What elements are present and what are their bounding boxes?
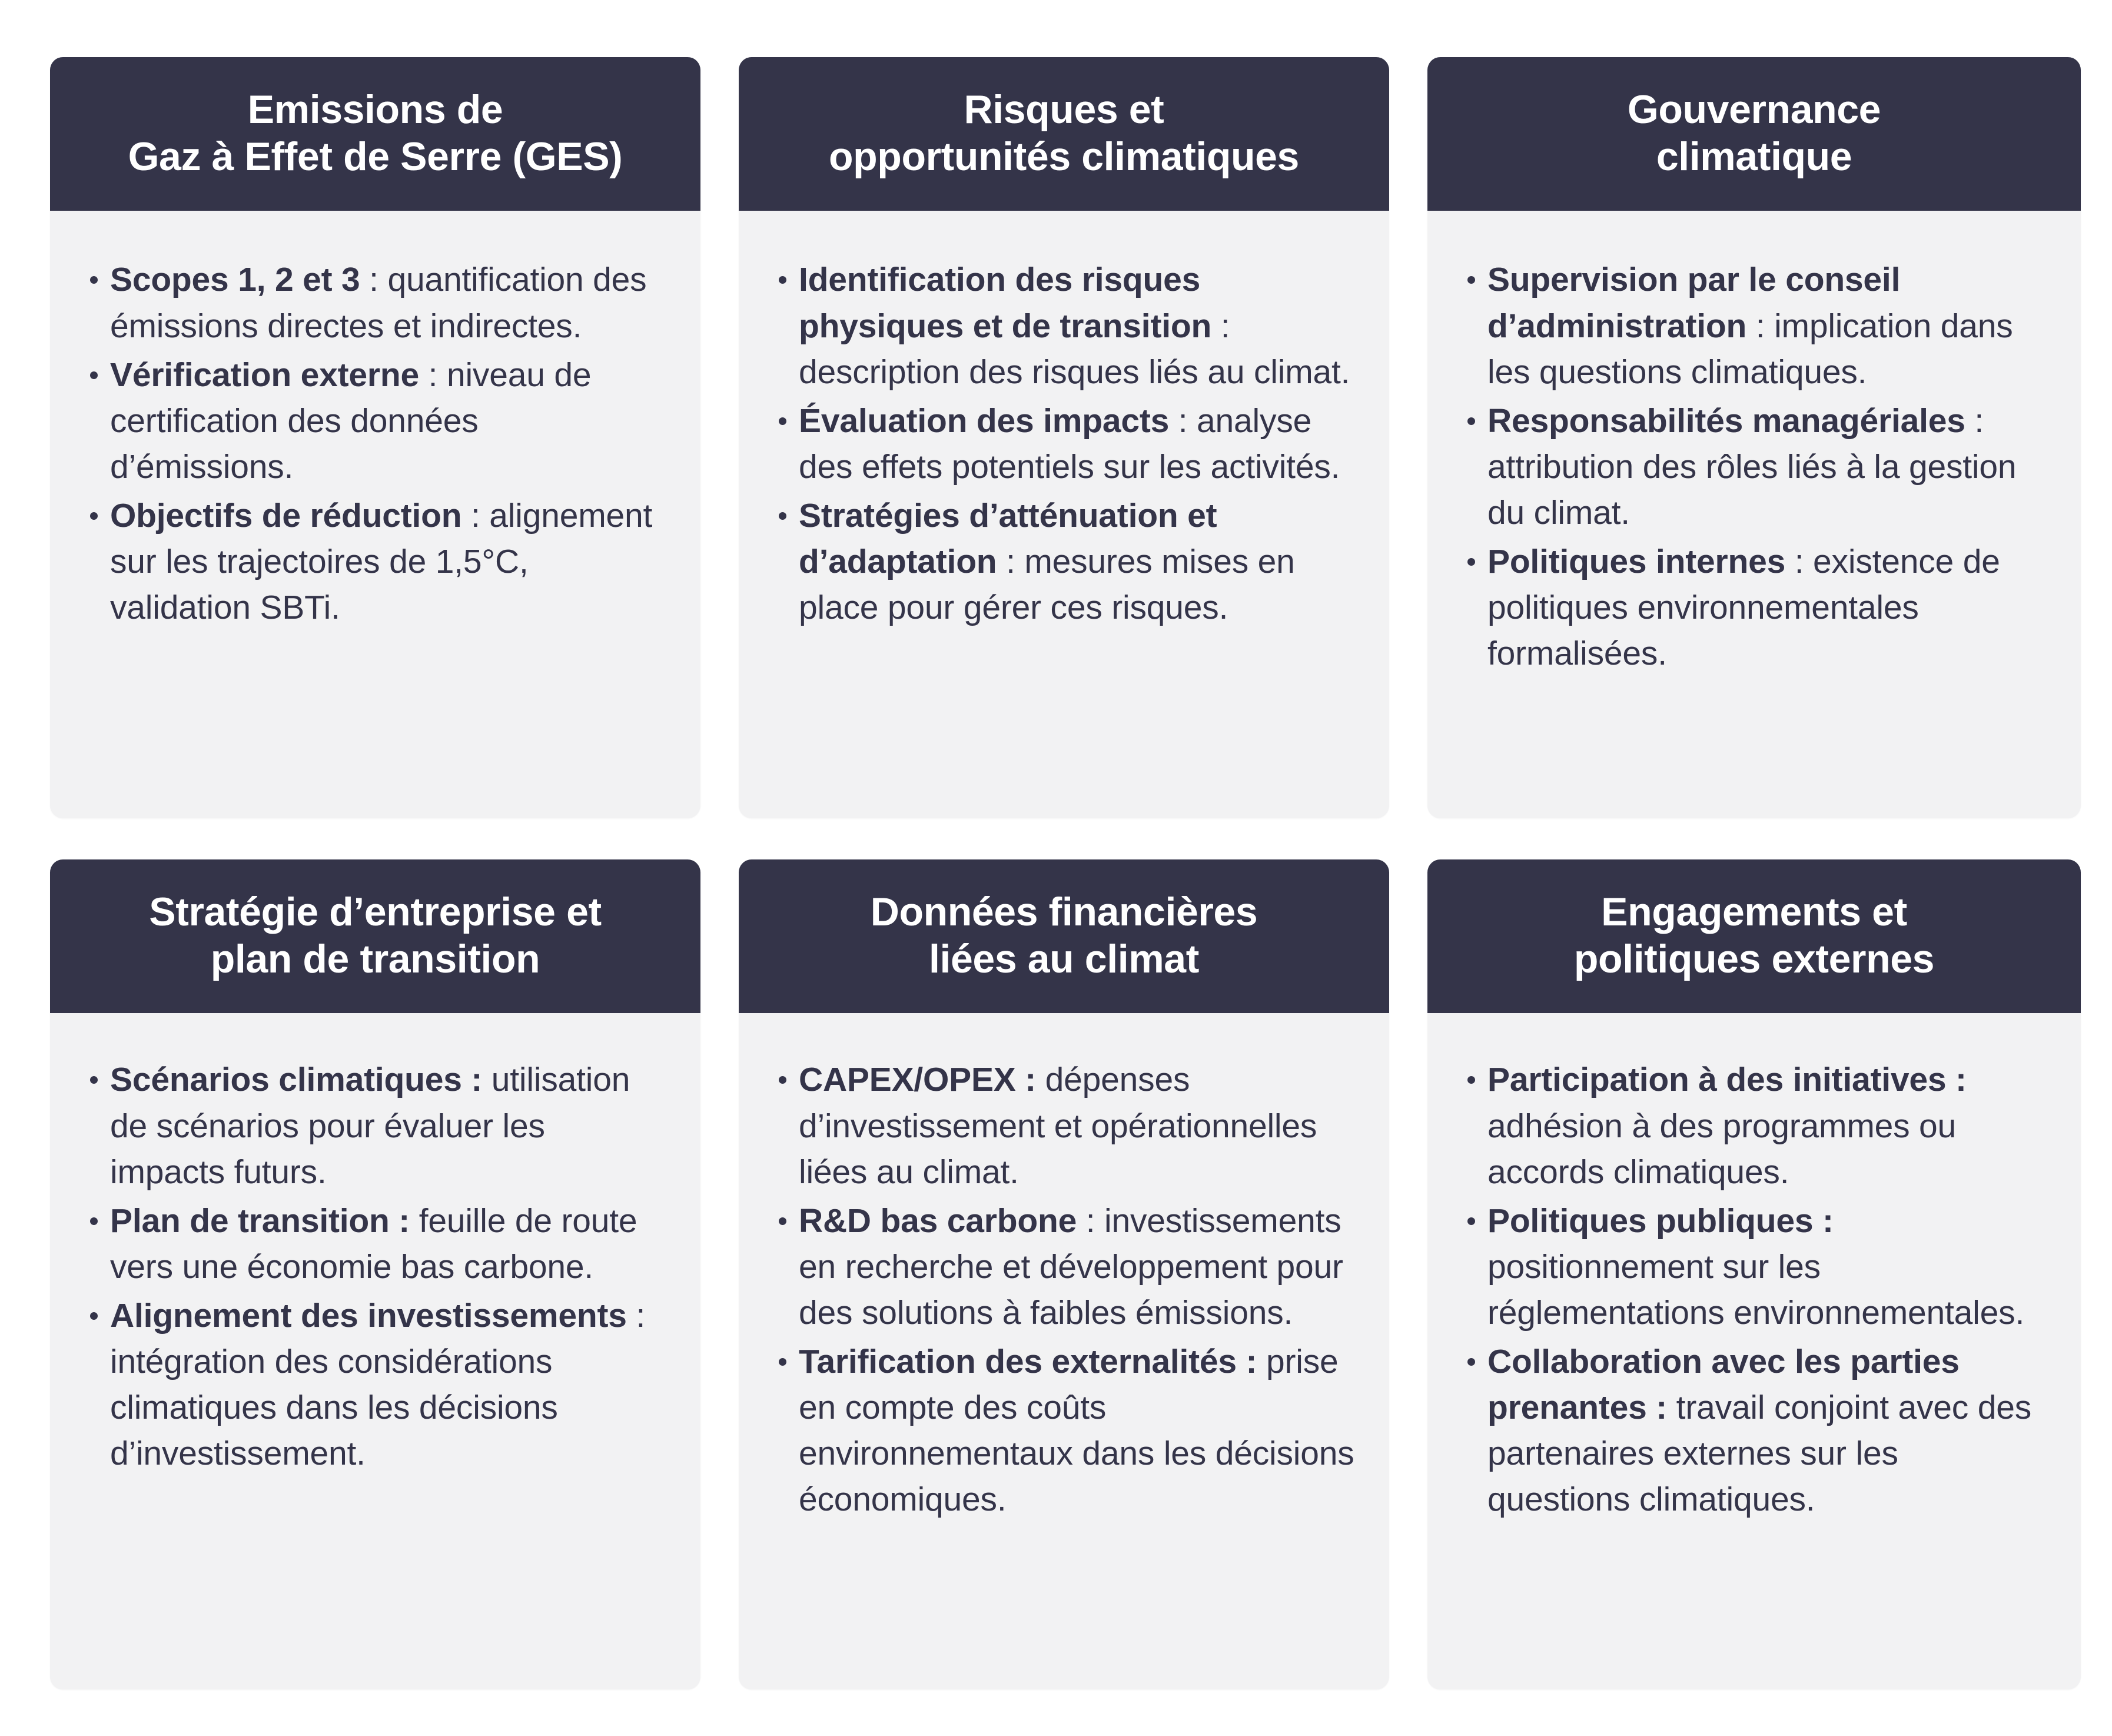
card-donnees-financieres bbox=[739, 859, 1389, 1689]
card-body-donnees-financieres bbox=[739, 1013, 1389, 1689]
bullet-description: travail conjoint avec des partenaires externes sur les questions climatiques. bbox=[1487, 1389, 2032, 1519]
bullet-label: Scopes 1, 2 et 3 bbox=[110, 261, 360, 299]
bullet-label: Politiques internes bbox=[1487, 542, 1786, 580]
bullet-description: : niveau de certification des données d’émissions. bbox=[110, 356, 592, 486]
card-body-strategie-entreprise bbox=[50, 1013, 700, 1689]
card-title bbox=[871, 888, 1258, 982]
card-title bbox=[128, 86, 623, 180]
card-title-line-2: opportunités climatiques bbox=[829, 134, 1299, 180]
list-item bbox=[1460, 398, 2048, 536]
bullet-description: : analyse des effets potentiels sur les activités. bbox=[799, 401, 1340, 486]
bullet-label: Supervision par le conseil d’administration bbox=[1487, 261, 1901, 345]
card-title-line-1: Gouvernance bbox=[1627, 87, 1881, 132]
card-strategie-entreprise bbox=[50, 859, 700, 1689]
bullet-label: Plan de transition : bbox=[110, 1201, 410, 1240]
list-item bbox=[772, 1339, 1356, 1522]
card-title bbox=[149, 888, 601, 982]
bullet-description: utilisation de scénarios pour évaluer les impacts futurs. bbox=[110, 1061, 630, 1191]
bullet-list bbox=[772, 1057, 1356, 1522]
card-header-emissions-ges bbox=[50, 57, 700, 211]
card-title bbox=[829, 86, 1299, 180]
card-body-emissions-ges bbox=[50, 211, 700, 818]
card-title bbox=[1574, 888, 1934, 982]
card-title-line-1: Stratégie d’entreprise et bbox=[149, 889, 602, 934]
bullet-label: Collaboration avec les parties prenantes : bbox=[1487, 1342, 1960, 1427]
bullet-description: : intégration des considérations climatiques dans les décisions d’investissement. bbox=[110, 1296, 646, 1473]
bullet-label: Vérification externe bbox=[110, 356, 420, 394]
bullet-description: : mesures mises en place pour gérer ces risques. bbox=[799, 542, 1295, 627]
list-item bbox=[83, 1198, 668, 1290]
bullet-description: : investissements en recherche et développement pour des solutions à faibles émissions. bbox=[799, 1201, 1343, 1332]
card-title-line-1: Emissions de bbox=[247, 87, 503, 132]
bullet-list bbox=[1460, 1057, 2048, 1522]
card-title-line-2: politiques externes bbox=[1573, 937, 1935, 982]
bullet-list bbox=[83, 1057, 668, 1476]
list-item bbox=[83, 352, 668, 490]
card-risques-opportunites bbox=[739, 57, 1389, 818]
card-header-strategie-entreprise bbox=[50, 859, 700, 1013]
card-body-risques-opportunites bbox=[739, 211, 1389, 818]
card-title-line-2: climatique bbox=[1656, 134, 1852, 180]
bullet-description: feuille de route vers une économie bas carbone. bbox=[110, 1201, 637, 1286]
bullet-label: CAPEX/OPEX : bbox=[799, 1061, 1037, 1099]
bullet-label: R&D bas carbone bbox=[799, 1201, 1077, 1240]
list-item bbox=[1460, 539, 2048, 676]
bullet-description: : description des risques liés au climat. bbox=[799, 307, 1350, 391]
bullet-label: Scénarios climatiques : bbox=[110, 1061, 483, 1099]
bullet-label: Tarification des externalités : bbox=[799, 1342, 1257, 1380]
bullet-list bbox=[772, 257, 1356, 630]
list-item bbox=[83, 1057, 668, 1194]
list-item bbox=[772, 257, 1356, 394]
card-title bbox=[1628, 86, 1881, 180]
bullet-description: : implication dans les questions climatiques. bbox=[1487, 307, 2013, 391]
card-title-line-2: plan de transition bbox=[210, 937, 540, 982]
bullet-label: Évaluation des impacts bbox=[799, 401, 1170, 440]
card-title-line-1: Données financières bbox=[870, 889, 1258, 934]
list-item bbox=[1460, 257, 2048, 394]
bullet-list bbox=[1460, 257, 2048, 676]
list-item bbox=[83, 1293, 668, 1476]
bullet-description: : alignement sur les trajectoires de 1,5°C, validation SBTi. bbox=[110, 496, 653, 627]
list-item bbox=[772, 398, 1356, 490]
list-item bbox=[772, 1057, 1356, 1194]
bullet-label: Politiques publiques : bbox=[1487, 1201, 1834, 1240]
list-item bbox=[1460, 1057, 2048, 1194]
bullet-description: : existence de politiques environnementales formalisées. bbox=[1487, 542, 2000, 673]
list-item bbox=[1460, 1339, 2048, 1522]
bullet-description: adhésion à des programmes ou accords climatiques. bbox=[1487, 1107, 1957, 1191]
card-body-gouvernance-climatique bbox=[1427, 211, 2081, 818]
card-title-line-1: Risques et bbox=[964, 87, 1164, 132]
bullet-description: positionnement sur les réglementations environnementales. bbox=[1487, 1247, 2025, 1332]
bullet-label: Alignement des investissements bbox=[110, 1296, 627, 1335]
bullet-label: Participation à des initiatives : bbox=[1487, 1061, 1967, 1099]
list-item bbox=[772, 1198, 1356, 1336]
card-header-donnees-financieres bbox=[739, 859, 1389, 1013]
bullet-list bbox=[83, 257, 668, 630]
card-header-risques-opportunites bbox=[739, 57, 1389, 211]
bullet-label: Stratégies d’atténuation et d’adaptation bbox=[799, 496, 1217, 580]
card-header-gouvernance-climatique bbox=[1427, 57, 2081, 211]
list-item bbox=[772, 493, 1356, 630]
bullet-label: Objectifs de réduction bbox=[110, 496, 462, 535]
card-gouvernance-climatique bbox=[1427, 57, 2081, 818]
bullet-description: dépenses d’investissement et opérationnelles liées au climat. bbox=[799, 1061, 1317, 1191]
bullet-label: Responsabilités managériales bbox=[1487, 401, 1965, 440]
bullet-description: prise en compte des coûts environnementaux dans les décisions économiques. bbox=[799, 1342, 1354, 1519]
card-engagements-politiques bbox=[1427, 859, 2081, 1689]
bullet-description: : attribution des rôles liés à la gestion du climat. bbox=[1487, 401, 2017, 532]
list-item bbox=[83, 257, 668, 348]
card-body-engagements-politiques bbox=[1427, 1013, 2081, 1689]
card-title-line-2: liées au climat bbox=[929, 937, 1199, 982]
card-title-line-1: Engagements et bbox=[1601, 889, 1907, 934]
card-header-engagements-politiques bbox=[1427, 859, 2081, 1013]
list-item bbox=[83, 493, 668, 630]
card-emissions-ges bbox=[50, 57, 700, 818]
list-item bbox=[1460, 1198, 2048, 1336]
card-title-line-2: Gaz à Effet de Serre (GES) bbox=[128, 134, 623, 180]
bullet-label: Identification des risques physiques et de transition bbox=[799, 261, 1212, 345]
bullet-description: : quantification des émissions directes et indirectes. bbox=[110, 261, 647, 345]
